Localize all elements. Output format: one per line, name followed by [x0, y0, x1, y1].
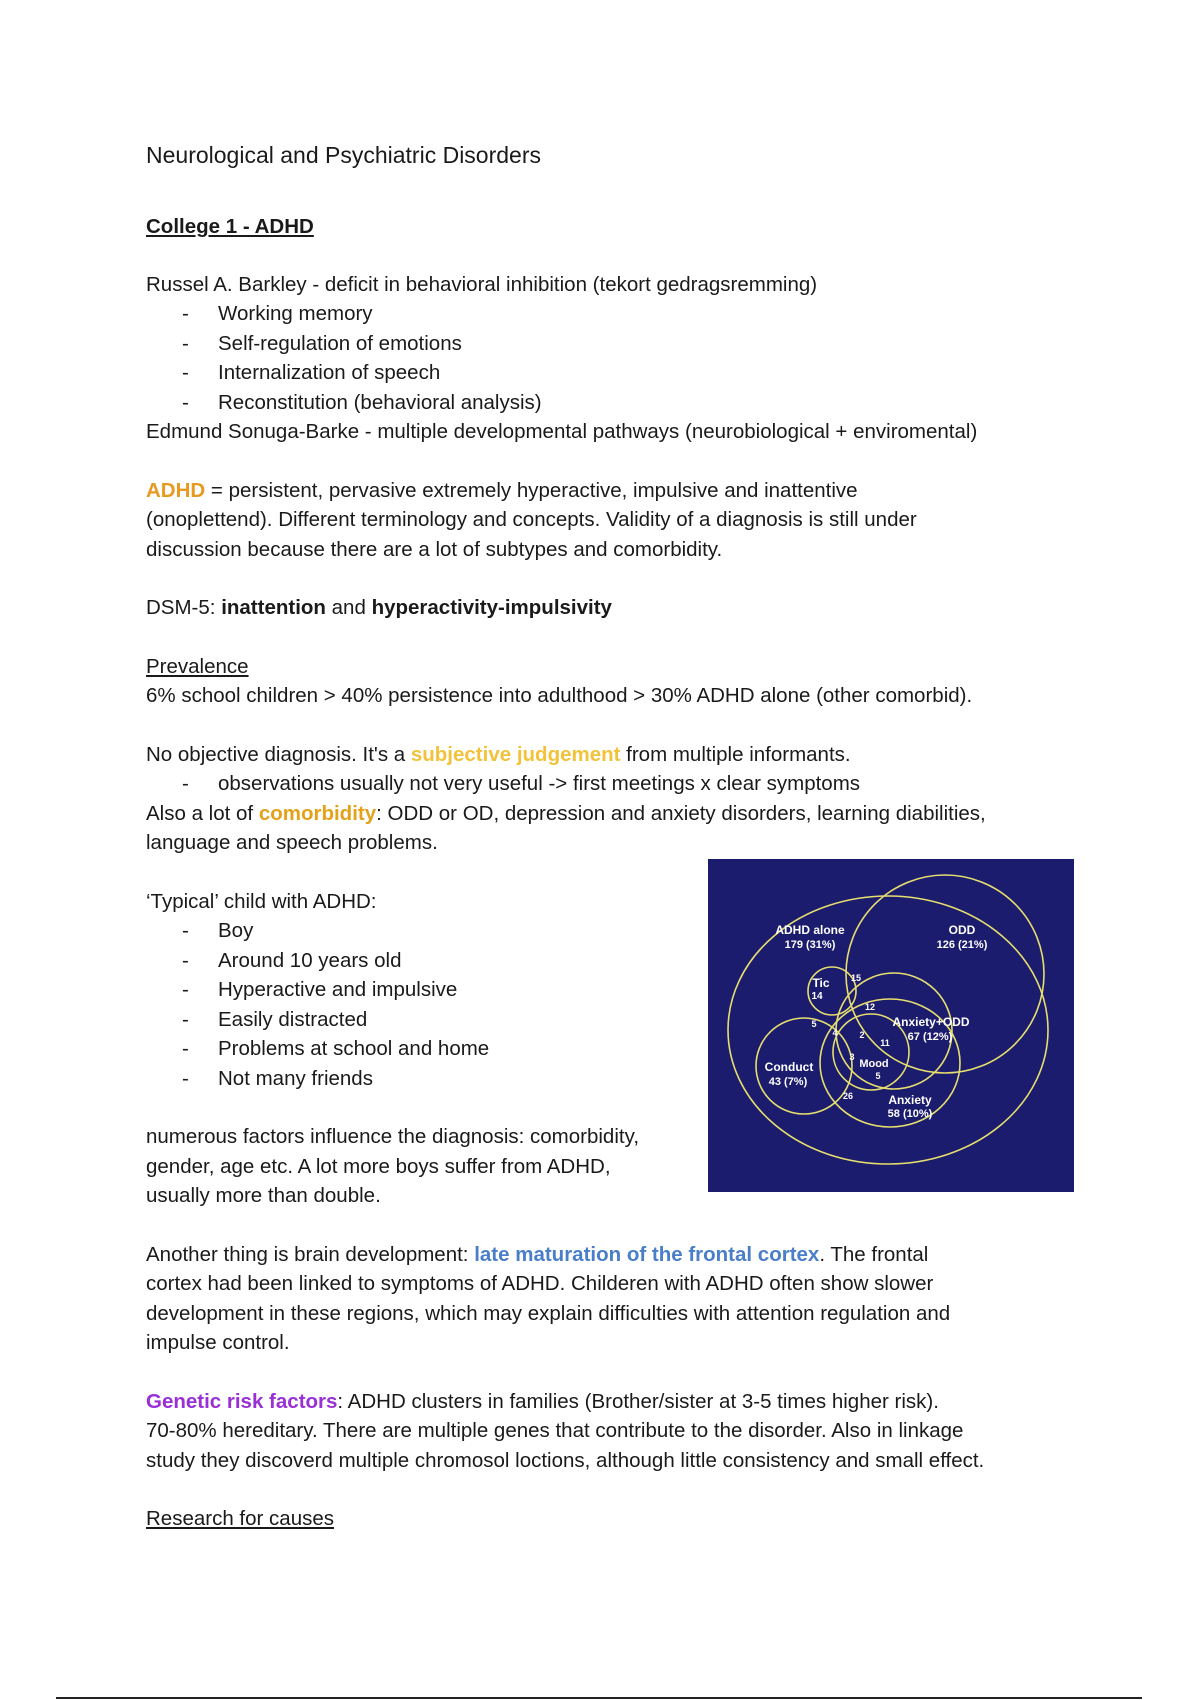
document-page	[146, 140, 1076, 1534]
typical-item: - Easily distracted	[182, 1007, 368, 1031]
venn-count-conduct: 43 (7%)	[768, 1076, 808, 1088]
venn-count-4: 4	[832, 1028, 838, 1038]
factors-paragraph: numerous factors influence the diagnosis: comorbidity, gender, age etc. A lot more boys suffer from ADHD, usually more than double.	[146, 1125, 640, 1207]
venn-count-adhd-alone: 179 (31%)	[784, 939, 836, 951]
venn-count-anxiety: 58 (10%)	[887, 1108, 933, 1120]
barkley-item: - Reconstitution (behavioral analysis)	[182, 390, 542, 414]
section-heading: College 1 - ADHD	[146, 215, 314, 238]
typical-item: - Boy	[182, 919, 254, 942]
sonuga-barke-line: Edmund Sonuga-Barke - multiple developmental pathways (neurobiological + enviromental)	[146, 420, 978, 443]
venn-count-anxiety-odd: 67 (12%)	[907, 1031, 953, 1043]
barkley-item: - Internalization of speech	[182, 361, 441, 384]
venn-count-mood: 5	[875, 1071, 881, 1081]
barkley-item: - Working memory	[182, 302, 373, 325]
venn-count-5: 5	[811, 1019, 817, 1029]
typical-item: - Problems at school and home	[182, 1037, 490, 1060]
venn-count-3: 3	[849, 1052, 855, 1062]
venn-count-odd: 126 (21%)	[936, 939, 988, 951]
document-title: Neurological and Psychiatric Disorders	[146, 142, 541, 168]
page-divider	[56, 1697, 1142, 1699]
venn-label-tic: Tic	[812, 976, 830, 990]
frontal-cortex-highlight: late maturation of the frontal cortex	[474, 1242, 820, 1266]
venn-label-anxiety-odd: Anxiety+ODD	[892, 1015, 970, 1029]
venn-count-11: 11	[880, 1038, 890, 1048]
adhd-term: ADHD	[146, 478, 206, 502]
adhd-definition: ADHD = persistent, pervasive extremely hyperactive, impulsive and inattentive (onoplettend). Different terminology and concepts. Validity of a diagnosis is still under discussion because there are a lot of subtypes and comorbidity.	[146, 478, 917, 561]
brain-development-paragraph: Another thing is brain development: late maturation of the frontal cortex. The frontal cortex had been linked to symptoms of ADHD. Childeren with ADHD often show slower development in these regions, which may explain difficulties with attention regulation and impulse control.	[146, 1242, 951, 1354]
comorbidity-highlight: comorbidity	[258, 801, 377, 825]
diagnosis-bullet: - observations usually not very useful -> first meetings x clear symptoms	[182, 772, 861, 795]
subjective-judgement-highlight: subjective judgement	[410, 742, 621, 766]
typical-item: - Hyperactive and impulsive	[182, 978, 458, 1001]
comorbidity-venn-diagram	[708, 859, 1074, 1192]
genetic-paragraph: Genetic risk factors: ADHD clusters in families (Brother/sister at 3-5 times higher risk). 70-80% hereditary. There are multiple genes that contribute to the disorder. Also in linkage study they discoverd multiple chromosol loctions, although little consistency and small effect.	[146, 1389, 985, 1472]
typical-item: - Not many friends	[182, 1066, 373, 1090]
typical-child-section: ‘Typical’ child with ADHD: - Boy - Around 10 years old - Hyperactive and impulsive - Easily distracted - Problems at school and home - Not many friends	[146, 887, 1076, 1094]
prevalence-heading: Prevalence	[146, 654, 249, 678]
venn-label-odd: ODD	[948, 923, 976, 937]
barkley-intro: Russel A. Barkley - deficit in behavioral inhibition (tekort gedragsremming)	[146, 272, 818, 296]
dsm-line: DSM-5: inattention and hyperactivity-impulsivity	[146, 596, 612, 619]
genetic-risk-highlight: Genetic risk factors	[146, 1389, 338, 1413]
venn-count-15: 15	[850, 973, 862, 983]
venn-label-mood: Mood	[859, 1058, 889, 1070]
venn-count-12: 12	[864, 1002, 876, 1012]
typical-item: - Around 10 years old	[182, 948, 402, 972]
research-heading: Research for causes	[146, 1507, 335, 1530]
prevalence-section: Prevalence 6% school children > 40% persistence into adulthood > 30% ADHD alone (other comorbid).	[146, 652, 1076, 711]
venn-label-adhd-alone: ADHD alone	[775, 923, 845, 937]
venn-count-tic: 14	[811, 991, 823, 1002]
diagnosis-section: No objective diagnosis. It's a subjective judgement from multiple informants. - observations usually not very useful -> first meetings x clear symptoms Also a lot of comorbidity: ODD or OD, depression and anxiety disorders, learning diabilities, language and speech problems.	[146, 740, 1076, 858]
venn-label-conduct: Conduct	[764, 1060, 814, 1074]
barkley-item: - Self-regulation of emotions	[182, 331, 462, 355]
venn-count-26: 26	[842, 1091, 854, 1101]
venn-count-2: 2	[859, 1030, 865, 1040]
venn-label-anxiety: Anxiety	[888, 1093, 932, 1107]
